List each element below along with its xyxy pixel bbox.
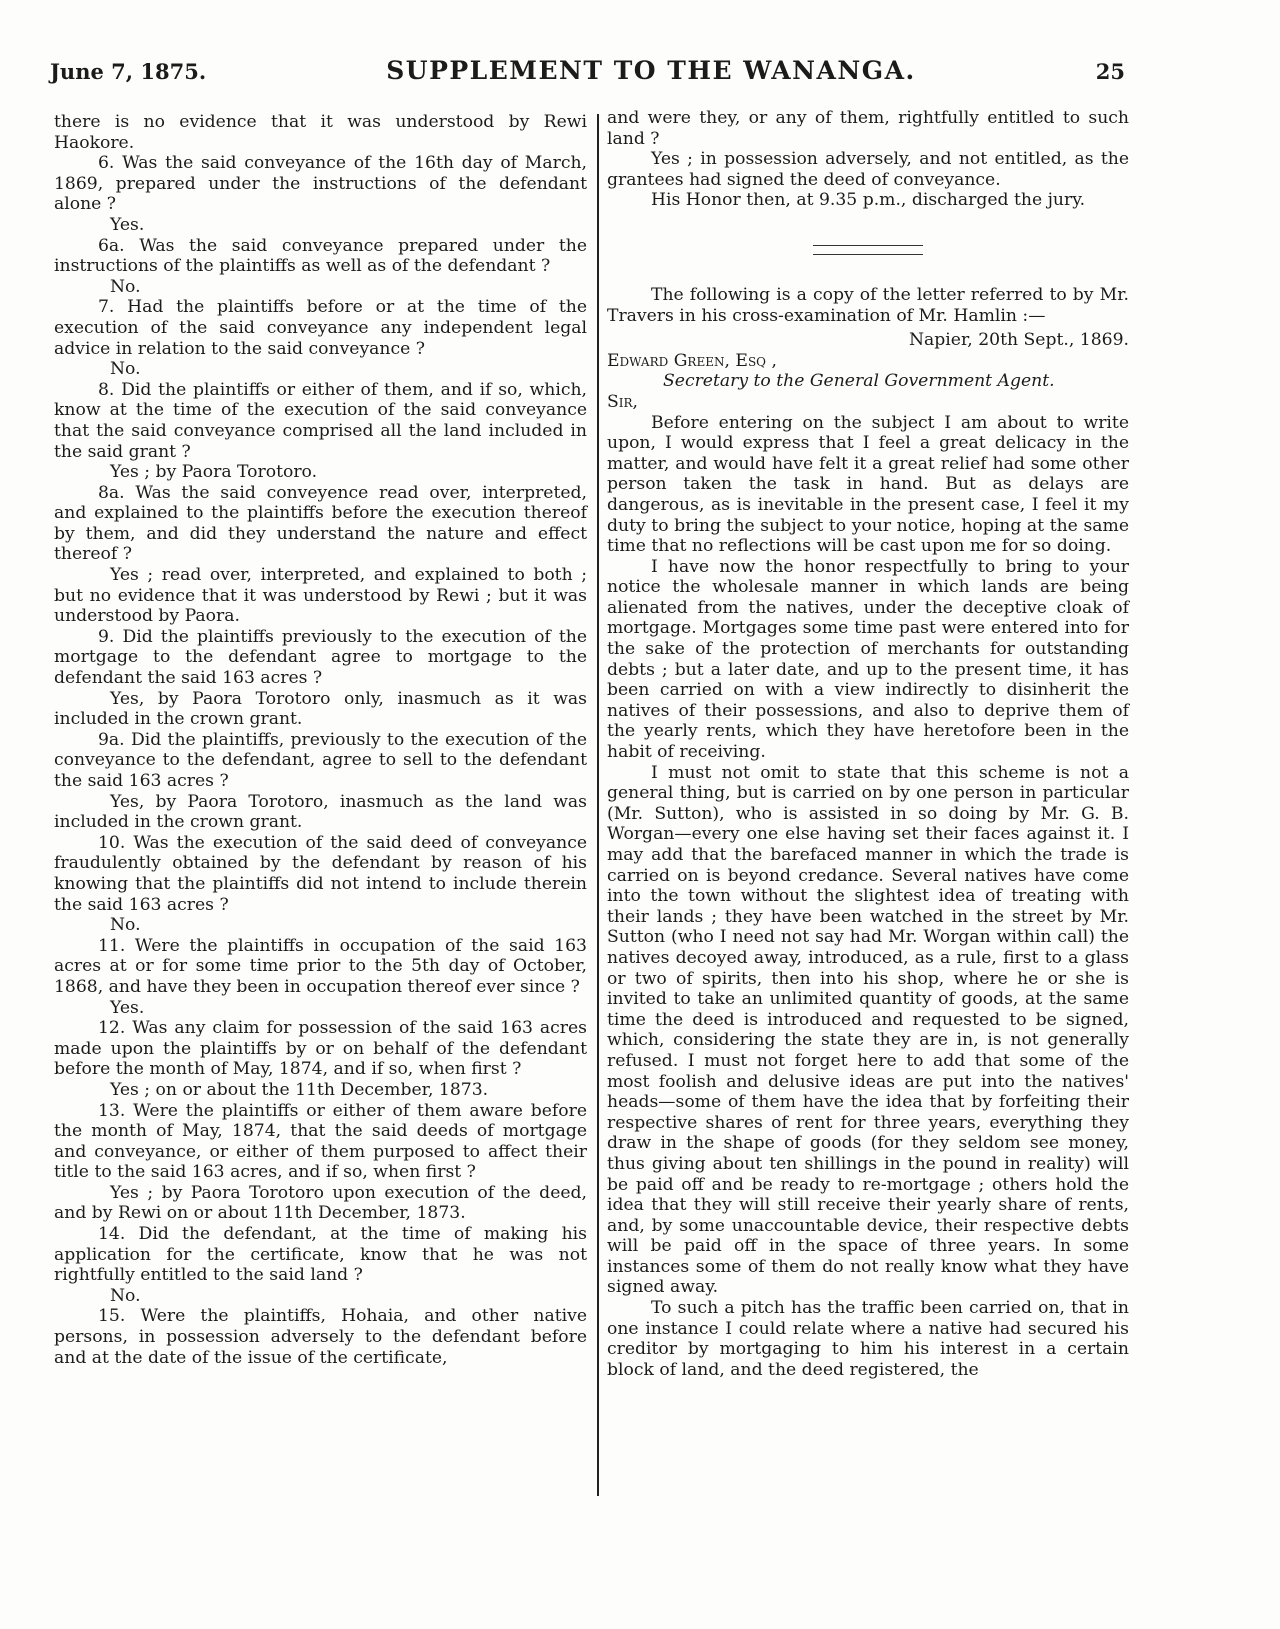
letter-intro: The following is a copy of the letter referred to by Mr. Travers in his cross-examination of Mr. Hamlin :— bbox=[607, 284, 1129, 326]
issue-question: 7. Had the plaintiffs before or at the time of the execution of the said conveyance any independent legal advice in relation to the said conveyance ? bbox=[54, 297, 587, 359]
letter-salutation: Sir, bbox=[607, 391, 639, 412]
issue-question: 6. Was the said conveyance of the 16th day of March, 1869, prepared under the instructions of the defendant alone ? bbox=[54, 153, 587, 215]
issue-question: 9. Did the plaintiffs previously to the execution of the mortgage to the defendant agree to mortgage to the defendant the said 163 acres ? bbox=[54, 626, 587, 689]
verdict-continuation bbox=[607, 108, 1129, 211]
right-column bbox=[607, 108, 1129, 1380]
issue-date: June 7, 1875. bbox=[50, 59, 207, 84]
issue-answer: Yes ; by Paora Torotoro upon execution of the deed, and by Rewi on or about 11th December, 1873. bbox=[54, 1182, 587, 1224]
letter-addressee-title: Secretary to the General Government Agent. bbox=[663, 371, 1055, 392]
issue-paragraph: there is no evidence that it was understood by Rewi Haokore. bbox=[54, 112, 587, 153]
issue-question: 8. Did the plaintiffs or either of them, and if so, which, know at the time of the execution of the said conveyance that the said conveyance comprised all the land included in the said grant ? bbox=[54, 379, 587, 462]
issue-question: 8a. Was the said conveyence read over, interpreted, and explained to the plaintiffs before the execution thereof by them, and did they understand the nature and effect thereof ? bbox=[54, 482, 587, 565]
issue-answer: Yes ; on or about the 11th December, 1873. bbox=[110, 1079, 489, 1100]
letter-paragraph: I have now the honor respectfully to bring to your notice the wholesale manner in which lands are being alienated from the natives, under the deceptive cloak of mortgage. Mortgages some time past were entered into for the sake of the protection of merchants for outstanding debts ; but a later date, and up to the present time, it has been carried on with a view indirectly to disinherit the natives of their possessions, and also to deprive them of the yearly rents, which they have heretofore been in the habit of receiving. bbox=[607, 556, 1129, 763]
letter-paragraph: To such a pitch has the traffic been carried on, that in one instance I could relate where a native had secured his creditor by mortgaging to him his interest in a certain block of land, and the deed registered, the bbox=[607, 1298, 1129, 1380]
issue-question: 13. Were the plaintiffs or either of them aware before the month of May, 1874, that the said deeds of mortgage and conveyance, or either of them purposed to affect their title to the said 163 acres, and if so, when first ? bbox=[54, 1100, 587, 1183]
issue-answer: Yes ; by Paora Torotoro. bbox=[110, 462, 318, 483]
issue-answer: No. bbox=[110, 1285, 141, 1306]
issue-question: 9a. Did the plaintiffs, previously to the execution of the conveyance to the defendant, agree to sell to the defendant the said 163 acres ? bbox=[54, 729, 587, 791]
issue-question: 15. Were the plaintiffs, Hohaia, and other native persons, in possession adversely to the defendant before and at the date of the issue of the certificate, bbox=[54, 1306, 587, 1368]
letter-paragraph: I must not omit to state that this scheme is not a general thing, but is carried on by one person in particular (Mr. Sutton), who is assisted in so doing by Mr. G. B. Worgan—every one else having set their faces against it. I may add that the barefaced manner in which the trade is carried on is beyond credance. Several natives have come into the town without the slightest idea of treating with their lands ; they have been watched in the street by Mr. Sutton (who I need not say had Mr. Worgan within call) the natives decoyed away, introduced, as a rule, first to a glass or two of spirits, then into his shop, where he or she is invited to take an unlimited quantity of goods, at the same time the deed is introduced and requested to be signed, which, considering the state they are in, is not generally refused. I must not forget here to add that some of the most foolish and delusive ideas are put into the natives' heads—some of them have the idea that by forfeiting their respective shares of rent for three years, everything they draw in the shape of goods (for they seldom see money, thus giving about ten shillings in the pound in reality) will be paid off and be ready to re-mortgage ; others hold the idea that they will still receive their yearly share of rents, and, by some unaccountable device, their respective debts will be paid off in the space of three years. In some instances some of them do not really know what they have signed away. bbox=[607, 762, 1129, 1298]
letter bbox=[607, 285, 1129, 1380]
letter-dateline: Napier, 20th Sept., 1869. bbox=[909, 330, 1129, 351]
issue-answer: Yes. bbox=[110, 997, 145, 1018]
issue-question: 10. Was the execution of the said deed of conveyance fraudulently obtained by the defendant by reason of his knowing that the plaintiffs did not intend to include therein the said 163 acres ? bbox=[54, 832, 587, 915]
issue-answer: No. bbox=[110, 359, 141, 380]
column-divider bbox=[597, 114, 599, 1496]
letter-addressee: Edward Green, Esq , bbox=[607, 350, 777, 371]
issue-answer: Yes, by Paora Torotoro only, inasmuch as it was included in the crown grant. bbox=[54, 688, 587, 730]
left-column bbox=[54, 112, 587, 1368]
issue-answer: No. bbox=[110, 915, 141, 936]
issue-answer: Yes, by Paora Torotoro, inasmuch as the land was included in the crown grant. bbox=[54, 791, 587, 833]
section-separator bbox=[813, 245, 923, 255]
issue-question: 14. Did the defendant, at the time of making his application for the certificate, know that he was not rightfully entitled to the said land ? bbox=[54, 1224, 587, 1286]
verdict-paragraph: Yes ; in possession adversely, and not entitled, as the grantees had signed the deed of conveyance. bbox=[607, 149, 1129, 190]
issue-question: 12. Was any claim for possession of the said 163 acres made upon the plaintiffs by or on behalf of the defendant before the month of May, 1874, and if so, when first ? bbox=[54, 1018, 587, 1080]
publication-title: SUPPLEMENT TO THE WANANGA. bbox=[386, 56, 916, 85]
page-number: 25 bbox=[1095, 59, 1125, 84]
issue-question: 11. Were the plaintiffs in occupation of the said 163 acres at or for some time prior to the 5th day of October, 1868, and have they been in occupation thereof ever since ? bbox=[54, 935, 587, 997]
issue-question: 6a. Was the said conveyance prepared under the instructions of the plaintiffs as well as of the defendant ? bbox=[54, 235, 587, 277]
issue-answer: No. bbox=[110, 276, 141, 297]
page-header bbox=[50, 56, 1125, 92]
issue-answer: Yes. bbox=[110, 214, 145, 235]
verdict-paragraph: His Honor then, at 9.35 p.m., discharged the jury. bbox=[651, 190, 1086, 211]
letter-body bbox=[607, 413, 1129, 1381]
letter-paragraph: Before entering on the subject I am about to write upon, I would express that I feel a great delicacy in the matter, and would have felt it a great relief had some other person taken the task in hand. But as delays are dangerous, as is inevitable in the present case, I feel it my duty to bring the subject to your notice, hoping at the same time that no reflections will be cast upon me for so doing. bbox=[607, 412, 1129, 557]
verdict-paragraph: and were they, or any of them, rightfully entitled to such land ? bbox=[607, 108, 1129, 149]
issue-answer: Yes ; read over, interpreted, and explained to both ; but no evidence that it was understood by Rewi ; but it was understood by Paora. bbox=[54, 565, 587, 627]
